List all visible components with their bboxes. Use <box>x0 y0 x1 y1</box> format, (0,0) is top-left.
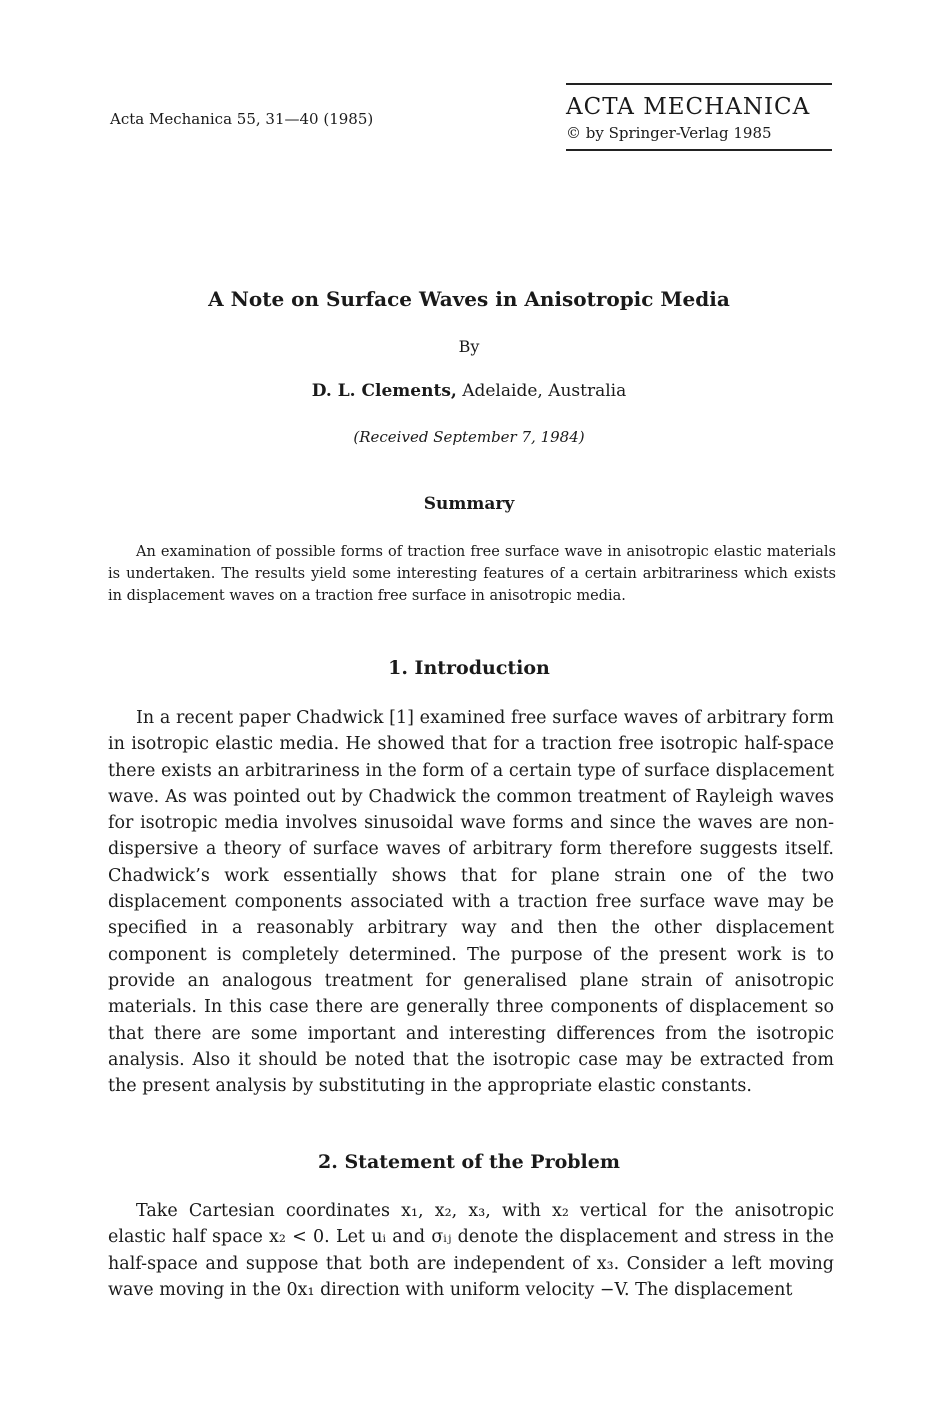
author-location: Adelaide, Australia <box>456 381 627 401</box>
introduction-text: In a recent paper Chadwick [1] examined free surface waves of arbitrary form in isotropic elastic media. He showed that for a traction free isotropic half-space there exists an arbitrariness in the form of a certain type of surface displacement wave. As was pointed out by Chadwick the common treatment of Rayleigh waves for isotropic media involves sinusoidal wave forms and since the waves are non-dispersive a theory of surface waves of arbitrary form therefore suggests itself. Chadwick’s work essentially shows that for plane strain one of the two displacement components associated with a traction free surface wave may be specified in a reasonably arbitrary way and then the other displacement component is completely determined. The purpose of the present work is to provide an analogous treatment for generalised plane strain of anisotropic materials. In this case there are generally three components of displacement so that there are some important and interesting differences from the isotropic analysis. Also it should be noted that the isotropic case may be extracted from the present analysis by substituting in the appropriate elastic constants. <box>108 708 834 1097</box>
summary-text <box>108 541 836 607</box>
summary-body: An examination of possible forms of traction free surface wave in anisotropic elastic materials is undertaken. The results yield some interesting features of a certain arbitrariness which exists in displacement waves on a traction free surface in anisotropic media. <box>108 544 836 604</box>
journal-name: ACTA MECHANICA <box>566 94 811 120</box>
journal-masthead <box>566 83 832 151</box>
summary-heading: Summary <box>423 494 515 514</box>
introduction-paragraph <box>108 705 834 1099</box>
problem-statement-text: Take Cartesian coordinates x₁, x₂, x₃, with x₂ vertical for the anisotropic elastic half space x₂ < 0. Let uᵢ and σᵢⱼ denote the displacement and stress in the half-space and suppose that both are independent of x₃. Consider a left moving wave moving in the 0x₁ direction with uniform velocity −V. The displacement <box>108 1201 834 1300</box>
section-heading-introduction: 1. Introduction <box>388 657 550 679</box>
problem-statement-paragraph <box>108 1198 834 1303</box>
section-heading-problem-statement: 2. Statement of the Problem <box>318 1151 620 1173</box>
author-line <box>0 381 938 401</box>
author-name: D. L. Clements, <box>311 381 457 401</box>
paper-title: A Note on Surface Waves in Anisotropic Media <box>208 287 730 311</box>
received-date: (Received September 7, 1984) <box>353 428 585 446</box>
by-line: By <box>458 337 480 356</box>
journal-citation: Acta Mechanica 55, 31—40 (1985) <box>110 110 374 128</box>
journal-copyright: © by Springer-Verlag 1985 <box>566 124 772 142</box>
